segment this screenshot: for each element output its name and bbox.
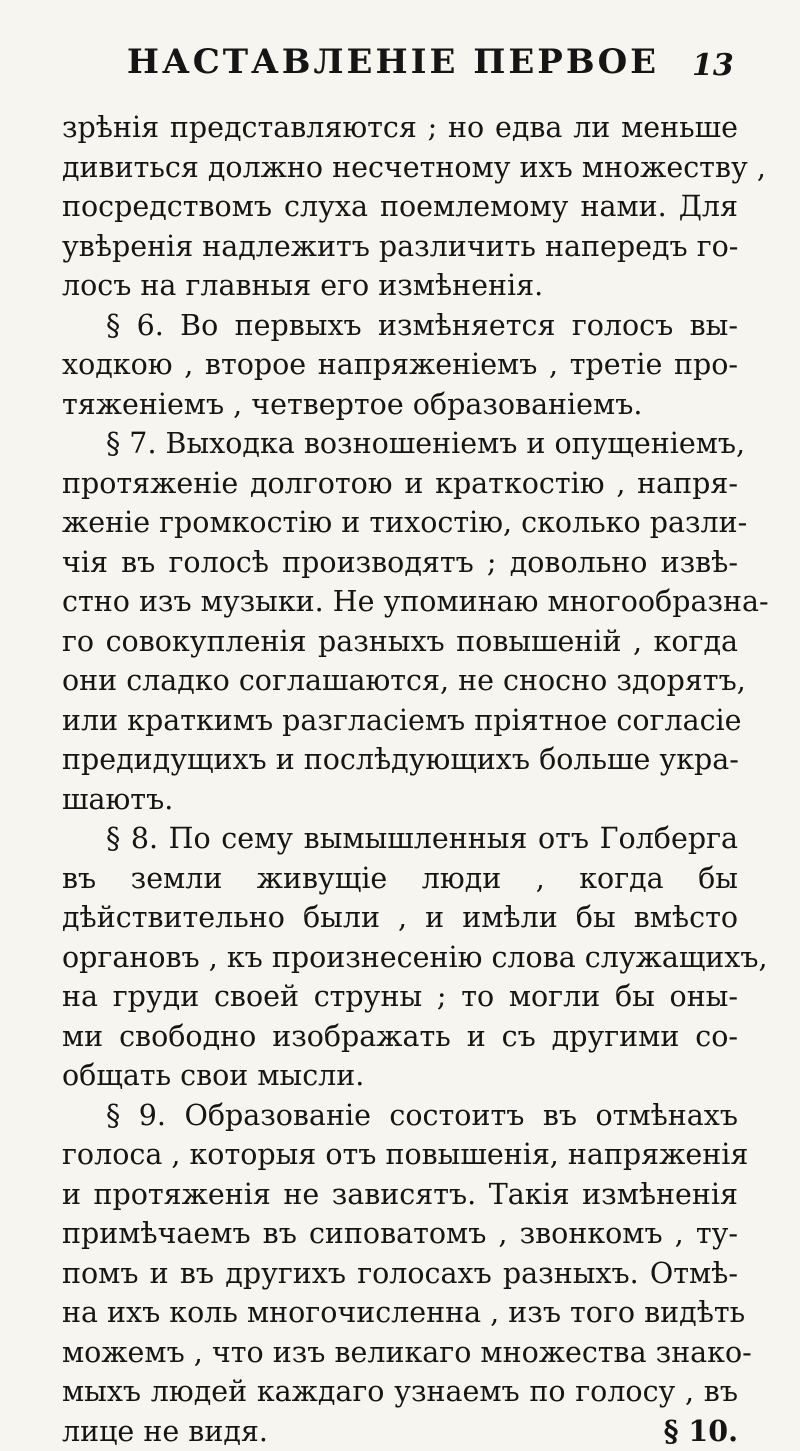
text-line: дѣйствительно были , и имѣли бы вмѣсто — [62, 898, 738, 938]
page-body — [62, 108, 738, 1451]
text-line: зрѣнія представляются ; но едва ли меньше — [62, 108, 738, 148]
last-line — [62, 1412, 738, 1451]
text-line: го совокупленія разныхъ повышеній , когда — [62, 622, 738, 662]
text-line: въ земли живущіе люди , когда бы — [62, 859, 738, 899]
text-line: посредствомъ слуха поемлемому нами. Для — [62, 187, 738, 227]
text-line: можемъ , что изъ великаго множества знако- — [62, 1333, 738, 1373]
text-line: шаютъ. — [62, 780, 738, 820]
text-line: женіе громкостію и тихостію, сколько разли- — [62, 503, 738, 543]
text-line: они сладко соглашаются, не сносно здорятъ, — [62, 661, 738, 701]
text-line: примѣчаемъ въ сиповатомъ , звонкомъ , ту- — [62, 1214, 738, 1254]
text-line: ходкою , второе напряженіемъ , третіе про- — [62, 345, 738, 385]
paragraph-8-start: § 8. По сему вымышленныя отъ Голберга — [62, 819, 738, 859]
text-line: и протяженія не зависятъ. Такія измѣненія — [62, 1175, 738, 1215]
text-line: ми свободно изображать и съ другими со- — [62, 1017, 738, 1057]
text-line-end: лице не видя. — [62, 1415, 268, 1448]
paragraph-7-start: § 7. Выходка возношеніемъ и опущеніемъ, — [62, 424, 738, 464]
paragraph-6-start: § 6. Во первыхъ измѣняется голосъ вы- — [62, 306, 738, 346]
text-line: или краткимъ разгласіемъ пріятное согласіе — [62, 701, 738, 741]
text-line: протяженіе долготою и краткостію , напря- — [62, 464, 738, 504]
text-line: увѣренія надлежитъ различить напередъ го- — [62, 227, 738, 267]
text-line: голоса , которыя отъ повышенія, напряженія — [62, 1135, 738, 1175]
paragraph-9-start: § 9. Образованіе состоитъ въ отмѣнахъ — [62, 1096, 738, 1136]
text-line: дивиться должно несчетному ихъ множеству , — [62, 148, 738, 188]
text-line: чія въ голосѣ производятъ ; довольно извѣ- — [62, 543, 738, 583]
text-line: помъ и въ другихъ голосахъ разныхъ. Отмѣ- — [62, 1254, 738, 1294]
text-line: на ихъ коль многочисленна , изъ того видѣть — [62, 1293, 738, 1333]
page-header — [0, 42, 800, 92]
text-line: общать свои мысли. — [62, 1056, 738, 1096]
text-line: лосъ на главныя его измѣненія. — [62, 266, 738, 306]
catchword: § 10. — [664, 1412, 738, 1451]
text-line: тяженіемъ , четвертое образованіемъ. — [62, 385, 738, 425]
page-number: 13 — [692, 48, 734, 83]
text-line: стно изъ музыки. Не упоминаю многообразна- — [62, 582, 738, 622]
text-line: предидущихъ и послѣдующихъ больше укра- — [62, 740, 738, 780]
text-line: органовъ , къ произнесенію слова служащихъ, — [62, 938, 738, 978]
running-head: НАСТАВЛЕНІЕ ПЕРВОЕ — [98, 42, 688, 82]
text-line: на груди своей струны ; то могли бы оны- — [62, 977, 738, 1017]
text-line: мыхъ людей каждаго узнаемъ по голосу , въ — [62, 1372, 738, 1412]
